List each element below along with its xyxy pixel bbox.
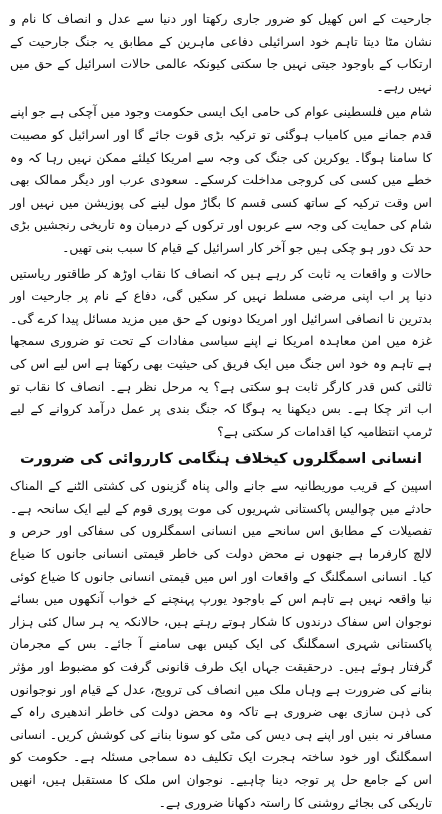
- paragraph-4: اسپین کے قریب موریطانیہ سے جانے والی پناہ گزینوں کی کشتی الٹنے کے المناک حادثے میں چوالیس پاکستانی شہریوں کی موت پوری قوم کے لیے ایک سانحہ ہے۔ تفصیلات کے مطابق اس سانحے میں انسانی اسمگلروں کی سفاکی اور حرص و لالچ کارفرما ہے جنھوں نے محض دولت کی خاطر قیمتی انسانی جانوں کا ضیاع کیا۔ انسانی اسمگلنگ کے واقعات اور اس میں قیمتی انسانی جانوں کا ضیاع کوئی نیا واقعہ نہیں ہے تاہم اس کے باوجود یورپ پہنچنے کے خواب آنکھوں میں بسائے نوجوان اس سفاک درندوں کا شکار ہوتے رہتے ہیں، حالانکہ یہ ہر سال کئی ہزار پاکستانی شہری اسمگلنگ کی ایک کیس بھی سامنے آ جائے۔ بس کے مجرمان گرفتار ہوئے ہیں۔ درحقیقت جہاں ایک طرف قانونی گرفت کو مضبوط اور مؤثر بنانے کی ضرورت ہے وہاں ملک میں انصاف کی ترویج، عدل کے قیام اور نوجوانوں کی ذہن سازی بھی ضروری ہے تاکہ وہ محض دولت کی خاطر اندھیری راہ کے مسافر نہ بنیں اور اپنے ہی دیس کی مٹی کو سونا بنانے کی کوشش کریں۔ انسانی اسمگلنگ اور خود ساختہ ہجرت ایک تکلیف دہ سماجی مسئلہ ہے۔ حکومت کو اس کے جامع حل پر توجہ دینا چاہیے۔ نوجوان اس ملک کا مستقبل ہیں، انھیں تاریکی کی بجائے روشنی کا راستہ دکھانا ضروری ہے۔: [10, 478, 432, 810]
- paragraph-3: حالات و واقعات یہ ثابت کر رہے ہیں کہ انصاف کا نقاب اوڑھ کر طاقتور ریاستیں دنیا پر اب اپنی مرضی مسلط نہیں کر سکیں گی، دفاع کے نام پر جارحیت اور بدترین نا انصافی اسرائیل اور امریکا دونوں کے حق میں مزید مسائل پیدا کرے گی۔ غزہ میں امن معاہدہ امریکا نے اپنے سیاسی مفادات کے تحت تو ضروری سمجھا ہے تاہم وہ خود اس جنگ میں ایک فریق کی حیثیت بھی رکھتا ہے اس لیے اس کی ثالثی کس قدر کارگر ثابت ہو سکتی ہے؟ یہ مرحل نظر ہے۔ انصاف کا نقاب تو اب اتر چکا ہے۔ بس دیکھنا یہ ہوگا کہ جنگ بندی پر عمل درآمد کروانے کے لیے ٹرمپ انتظامیہ کیا اقدامات کر سکتی ہے؟: [10, 265, 432, 439]
- paragraph-2: شام میں فلسطینی عوام کی حامی ایک ایسی حکومت وجود میں آچکی ہے جو اپنے قدم جمانے میں کامیاب ہوگئی تو ترکیہ بڑی قوت جائے گا اور اسرائیل کو مصیبت کا سامنا ہوگا۔ یوکرین کی جنگ کی وجہ سے امریکا کیلئے ممکن نہیں رہا کہ وہ خطے میں کسی کی کروجی مداخلت کرسکے۔ سعودی عرب اور دیگر ممالک بھی اس وقت ترکیہ کے ساتھ کسی قسم کا بگاڑ مول لینے کی پوزیشن میں نہیں اور شام کی حمایت کی وجہ سے عربوں اور ترکوں کے درمیان وہ تاریخی رنجشیں بڑی حد تک دور ہو چکی ہیں جو آخر کار اسرائیل کے قیام کا سبب بنی تھیں۔: [10, 104, 432, 255]
- paragraph-1: جارحیت کے اس کھیل کو ضرور جاری رکھتا اور دنیا سے عدل و انصاف کا نام و نشان مٹا دیتا تاہم خود اسرائیلی دفاعی ماہرین کے مطابق یہ جنگ جارحیت کے ارتکاب کے باوجود جیتی نہیں جا سکتی کیونکہ عالمی حالات اسرائیل کے حق میں نہیں رہے۔: [10, 11, 432, 94]
- section-heading: انسانی اسمگلروں کیخلاف ہنگامی کارروائی کی ضرورت: [19, 451, 423, 468]
